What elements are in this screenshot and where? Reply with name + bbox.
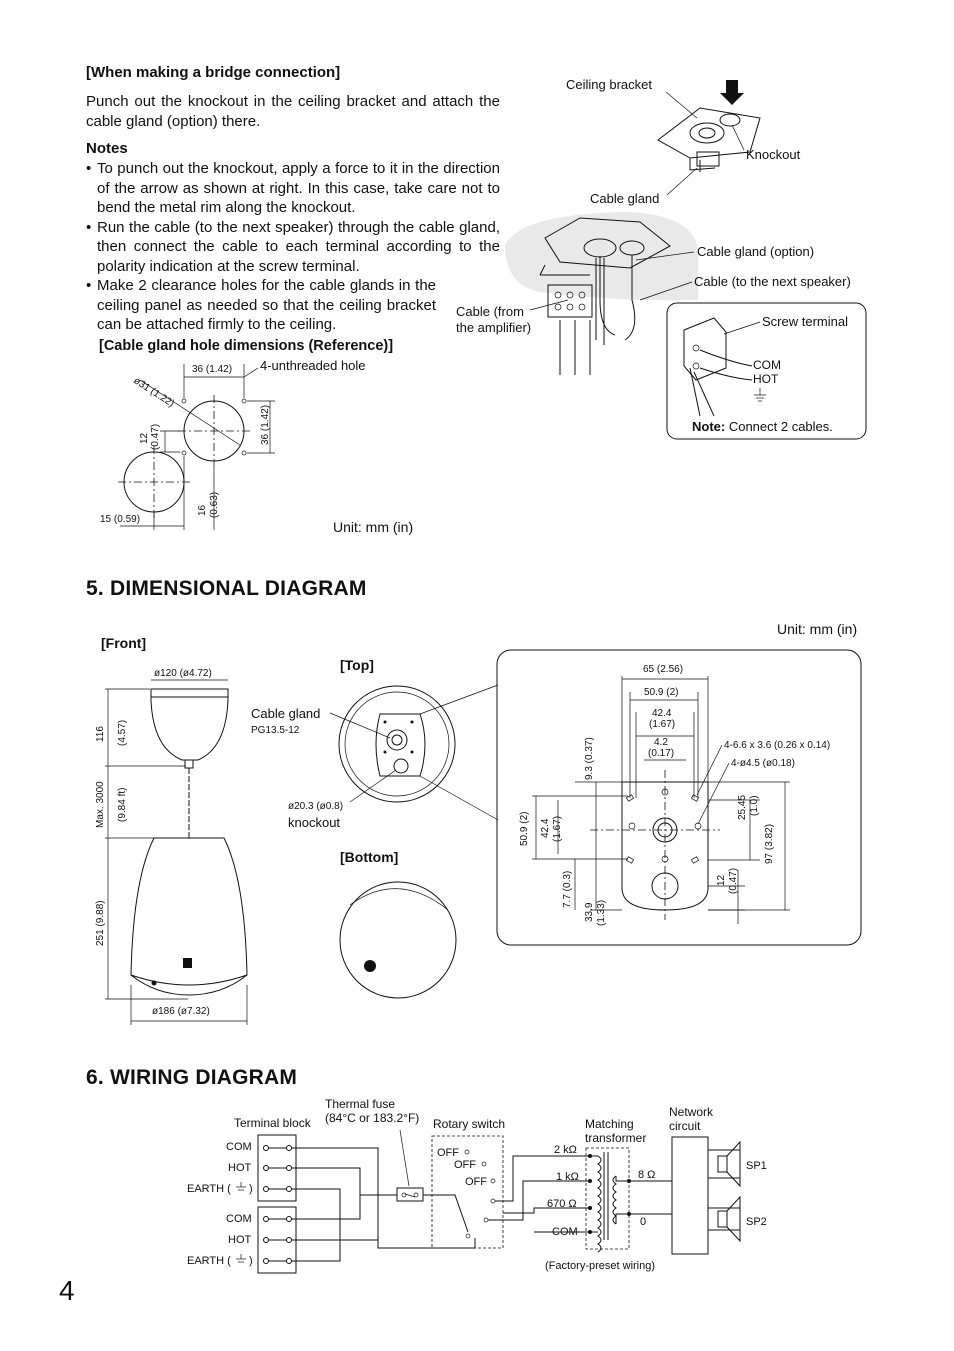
speaker-sp1-icon [718, 1142, 740, 1186]
dim-v-33-9: 33.9 [584, 902, 595, 922]
dim-116: 116 [95, 726, 106, 742]
network-label-2: circuit [669, 1119, 701, 1133]
dimensional-diagram-heading: 5. DIMENSIONAL DIAGRAM [86, 577, 367, 600]
dim-max3000: Max. 3000 [95, 781, 106, 828]
off-label-1: OFF [437, 1147, 459, 1159]
note-item: • Run the cable (to the next speaker) through the cable gland, then connect the cable to each terminal according to the polarity indication at the screw terminal. [86, 218, 500, 277]
ground-icon [754, 388, 766, 401]
page-number: 4 [59, 1275, 75, 1306]
dim-v-12-in: (0.47) [728, 867, 739, 894]
note-item: • Make 2 clearance holes for the cable glands in the ceiling panel as needed so that the ceiling bracket can be attached firmly to the ceiling. [86, 276, 436, 335]
dim-v-12: 12 [716, 874, 727, 886]
dim-65: 65 (2.56) [643, 664, 684, 675]
installation-illustration [456, 77, 866, 439]
pg-label: PG13.5-12 [251, 725, 300, 736]
top-view-label: [Top] [340, 657, 374, 673]
dim-36-top: 36 (1.42) [192, 364, 233, 375]
out-0-label: 0 [640, 1216, 647, 1228]
dim-v-7-7: 7.7 (0.3) [562, 870, 573, 908]
dia-120-label: ø120 (ø4.72) [154, 668, 212, 679]
off-label-3: OFF [465, 1176, 487, 1188]
ground-icon [236, 1182, 246, 1190]
dim-4-2: 4.2 [654, 737, 668, 748]
tb1-earth-label: EARTH ( [187, 1183, 231, 1195]
dim-12: 12 [139, 432, 150, 444]
dim-v-50-9: 50.9 (2) [519, 811, 530, 846]
dim-16: 16 [197, 504, 208, 516]
dim-v-97: 97 (3.82) [764, 823, 775, 864]
knockout-label: Knockout [746, 147, 801, 162]
tb1-com-label: COM [226, 1141, 252, 1153]
tb2-com-label: COM [226, 1213, 252, 1225]
matching-label-2: transformer [585, 1131, 647, 1145]
cable-from-label-2: the amplifier) [456, 320, 532, 335]
cable-from-label-1: Cable (from [456, 304, 524, 319]
dim-42-4-in: (1.67) [649, 719, 676, 730]
sp1-label: SP1 [746, 1160, 767, 1172]
dim-36-side: 36 (1.42) [260, 404, 271, 445]
bracket-detail [497, 650, 861, 945]
notes-title: Notes [86, 140, 128, 157]
matching-label-1: Matching [585, 1117, 634, 1131]
dim-116-in: (4.57) [117, 719, 128, 746]
bridge-connection-title: [When making a bridge connection] [86, 64, 341, 81]
knockout-top-label: knockout [288, 815, 341, 830]
dim-v-33-9-in: (1.33) [596, 899, 607, 926]
tb1-earth-close: ) [249, 1183, 253, 1195]
dim-v-42-4-in: (1.67) [552, 815, 563, 842]
down-arrow-icon [720, 80, 744, 105]
cable-gland-hole-title: [Cable gland hole dimensions (Reference)] [99, 338, 394, 354]
dim-v-42-4: 42.4 [540, 818, 551, 838]
tap-670-label: 670 Ω [547, 1198, 577, 1210]
network-circuit-box [672, 1137, 708, 1254]
bottom-view-label: [Bottom] [340, 849, 399, 865]
tap-2k-label: 2 kΩ [554, 1144, 577, 1156]
front-view [95, 668, 247, 1025]
bridge-paragraph: Punch out the knockout in the ceiling bracket and attach the cable gland (option) there. [86, 93, 500, 130]
top-view [251, 685, 498, 830]
wiring-diagram-heading: 6. WIRING DIAGRAM [86, 1066, 298, 1089]
knockout-dia-label: ø20.3 (ø0.8) [288, 801, 344, 812]
screw-terminal-label: Screw terminal [762, 314, 848, 329]
dim-v-25-45-in: (1.0) [749, 795, 760, 816]
network-label-1: Network [669, 1105, 714, 1119]
cable-gland-top-label: Cable gland [251, 706, 321, 721]
tap-1k-label: 1 kΩ [556, 1171, 579, 1183]
connect-note: Note: Connect 2 cables. [692, 419, 833, 434]
ground-icon [236, 1254, 246, 1262]
cable-gland-option-label: Cable gland (option) [697, 244, 815, 259]
cable-gland-label: Cable gland [590, 191, 660, 206]
tb2-hot-label: HOT [228, 1234, 252, 1246]
tb1-hot-label: HOT [228, 1162, 252, 1174]
factory-preset-label: (Factory-preset wiring) [545, 1260, 656, 1272]
tb2-earth-label: EARTH ( [187, 1255, 231, 1267]
dimensional-unit-label: Unit: mm (in) [777, 621, 858, 637]
rotary-switch-label: Rotary switch [433, 1117, 506, 1131]
hole-4-5-label: 4-ø4.5 (ø0.18) [731, 758, 795, 769]
sp2-label: SP2 [746, 1216, 767, 1228]
ceiling-bracket-label: Ceiling bracket [566, 77, 652, 92]
bottom-view [340, 882, 456, 998]
dim-251: 251 (9.88) [95, 900, 106, 946]
slot-label: 4-6.6 x 3.6 (0.26 x 0.14) [724, 740, 831, 751]
tap-com-label: COM [552, 1226, 578, 1238]
dia-31-label: ø31 (1.22) [131, 375, 177, 410]
dia-186-label: ø186 (ø7.32) [152, 1006, 210, 1017]
thermal-fuse-label-1: Thermal fuse [325, 1097, 396, 1111]
out-8-label: 8 Ω [638, 1169, 656, 1181]
thermal-fuse-label-2: (84°C or 183.2°F) [325, 1111, 420, 1125]
hole-unit-label: Unit: mm (in) [333, 519, 414, 535]
note-item: • To punch out the knockout, apply a force to it in the direction of the arrow as shown at right. In this case, take care not to bend the metal rim along the knockout. [86, 159, 500, 218]
dim-50-9: 50.9 (2) [644, 687, 679, 698]
terminal-hot-label: HOT [753, 372, 779, 386]
terminal-com-label: COM [753, 358, 781, 372]
dim-42-4: 42.4 [652, 708, 672, 719]
dim-12-in: (0.47) [150, 423, 161, 450]
cable-gland-hole-diagram [100, 358, 413, 535]
terminal-block-label: Terminal block [234, 1116, 311, 1130]
tb2-earth-close: ) [249, 1255, 253, 1267]
dim-16-in: (0.63) [209, 491, 220, 518]
dim-v-25-45: 25.45 [737, 794, 748, 820]
speaker-sp2-icon [718, 1197, 740, 1241]
dim-15: 15 (0.59) [100, 514, 141, 525]
cable-next-label: Cable (to the next speaker) [694, 274, 851, 289]
thermal-fuse-symbol [397, 1188, 423, 1201]
dim-v-9-3: 9.3 (0.37) [584, 737, 595, 780]
bottom-hole-icon [364, 960, 376, 972]
wiring-diagram [187, 1097, 767, 1273]
dim-max3000-in: (9.84 ft) [117, 787, 128, 822]
unthreaded-hole-label: 4-unthreaded hole [260, 358, 366, 373]
front-view-label: [Front] [101, 635, 147, 651]
dim-4-2-in: (0.17) [648, 748, 675, 759]
off-label-2: OFF [454, 1159, 476, 1171]
toa-logo-icon [183, 958, 192, 968]
